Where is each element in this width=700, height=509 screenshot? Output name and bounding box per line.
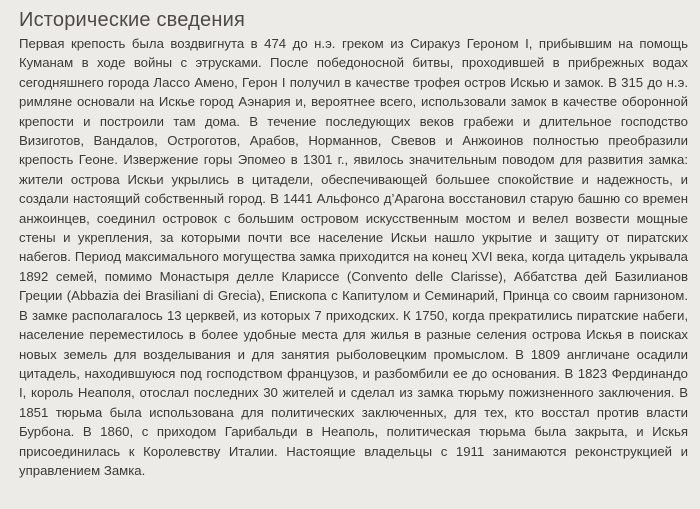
section-title: Исторические сведения: [19, 9, 245, 31]
history-paragraph: Первая крепость была воздвигнута в 474 до н.э. греком из Сиракуз Героном I, прибывшим на помощь Куманам в ходе войны с этрусками. После победоносной битвы, проходившей в прибрежных водах сегодняшнего города Лассо Амено, Герон I получил в качестве трофея остров Искью и замок. В 315 до н.э. римляне основали на Искье город Аэнария и, вероятнее всего, использовали замок в качестве оборонной крепости и построили там дома. В течение последующих веков грабежи и длительное господство Визиготов, Вандалов, Остроготов, Арабов, Норманнов, Свевов и Анжоинов полностью преобразили крепость Геоне. Извержение горы Эпомео в 1301 г., явилось значительным поводом для развития замка: жители острова Искьи укрылись в цитадели, обеспечивающей большее спокойствие и надежность, и создали настоящий собственный город. В 1441 Альфонсо д’Арагона восстановил старую башню со времен анжоинцев, соединил островок с большим островом искусственным мостом и велел возвести мощные стены и укрепления, за которыми почти все население Искьи нашло укрытие и защиту от пиратских набегов. Период максимального могущества замка приходится на конец XVI века, когда цитадель укрывала 1892 семей, помимо Монастыря делле Клариссе (Convento delle Clarisse), Аббатства дей Базилианов Греции (Abbazia dei Brasiliani di Grecia), Епископа с Капитулом и Семинарий, Принца со своим гарнизоном. В замке располагалось 13 церквей, из которых 7 приходских. К 1750, когда прекратились пиратские набеги, население переместилось в более удобные места для жилья в разные селения острова Искья в поисках новых земель для возделывания и для занятия рыболовецким промыслом. В 1809 англичане осадили цитадель, находившуюся под господством французов, и разбомбили ее до основания. В 1823 Фердинандо I, король Неаполя, отослал последних 30 жителей и сделал из замка тюрьму пожизненного заключения. В 1851 тюрьма была использована для политических заключенных, для тех, кто восстал против власти Бурбона. В 1860, с приходом Гарибальди в Неаполь, политическая тюрьма была закрыта, и Искья присоединилась к Королевству Италии. Настоящие владельцы с 1911 занимаются реконструкцией и управлением Замка.: [19, 36, 688, 478]
